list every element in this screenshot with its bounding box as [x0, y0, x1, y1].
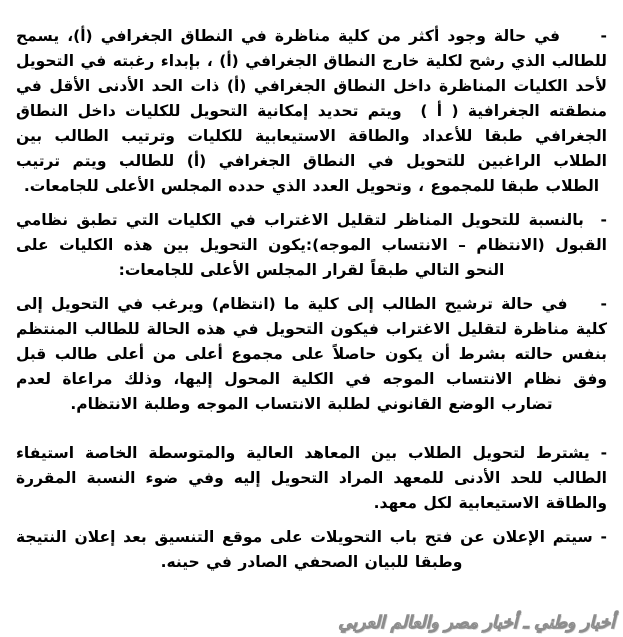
paragraph-institutes-transfer-condition: - يشترط لتحويل الطلاب بين المعاهد العالية والمتوسطة الخاصة استيفاء الطالب للحد الأدنى للمعهد المراد التحويل إليه وفي ضوء النسبة المقررة والطاقة الاستيعابية لكل معهد.	[16, 444, 607, 512]
paragraph-geographic-scope-transfer: - في حالة وجود أكثر من كلية مناظرة في النطاق الجغرافي (أ)، يسمح للطالب الذي رشح لكلية خارج النطاق الجغرافي (أ) ، بإبداء رغبته في التحويل لأحد الكليات المناظرة داخل النطاق الجغرافي (أ) ذات الحد الأدنى الأقل في منطقته الجغرافية ( أ ) ويتم تحديد إمكانية التحويل للكليات داخل النطاق الجغرافي طبقا للأعداد والطاقة الاستيعابية للكليات وترتيب الطالب بين الطلاب الراغبين للتحويل في النطاق الجغرافي (أ) للطالب ويتم ترتيب الطلاب طبقا للمجموع ، وتحويل العدد الذي حدده المجلس الأعلى للجامعات.	[16, 27, 607, 195]
watermark-text: أخبار وطني ـ أخبار مصر والعالم العربي	[338, 613, 615, 633]
paragraph-transfers-announcement: - سيتم الإعلان عن فتح باب التحويلات على موقع التنسيق بعد إعلان النتيجة وطبقا للبيان الصحفي الصادر في حينه.	[16, 528, 607, 571]
paragraph-equivalent-transfer-admission-systems: - بالنسبة للتحويل المناظر لتقليل الاغتراب في الكليات التي تطبق نظامي القبول (الانتظام – الانتساب الموجه):يكون التحويل بين هذه الكليات على النحو التالي طبقاً لقرار المجلس الأعلى للجامعات:	[16, 211, 607, 279]
paragraph-intizam-candidate-transfer: - في حالة ترشيح الطالب إلى كلية ما (انتظام) ويرغب في التحويل إلى كلية مناظرة لتقليل الاغتراب فيكون التحويل في هذه الحالة للطالب المنتظم بنفس حالته بشرط أن يكون حاصلاً على مجموع أعلى من أعلى طالب قبل وفق نظام الانتساب الموجه في الكلية المحول إليها، وذلك مراعاة لعدم تضارب الوضع القانوني لطلبة الانتساب الموجه وطلبة الانتظام.	[16, 295, 607, 413]
